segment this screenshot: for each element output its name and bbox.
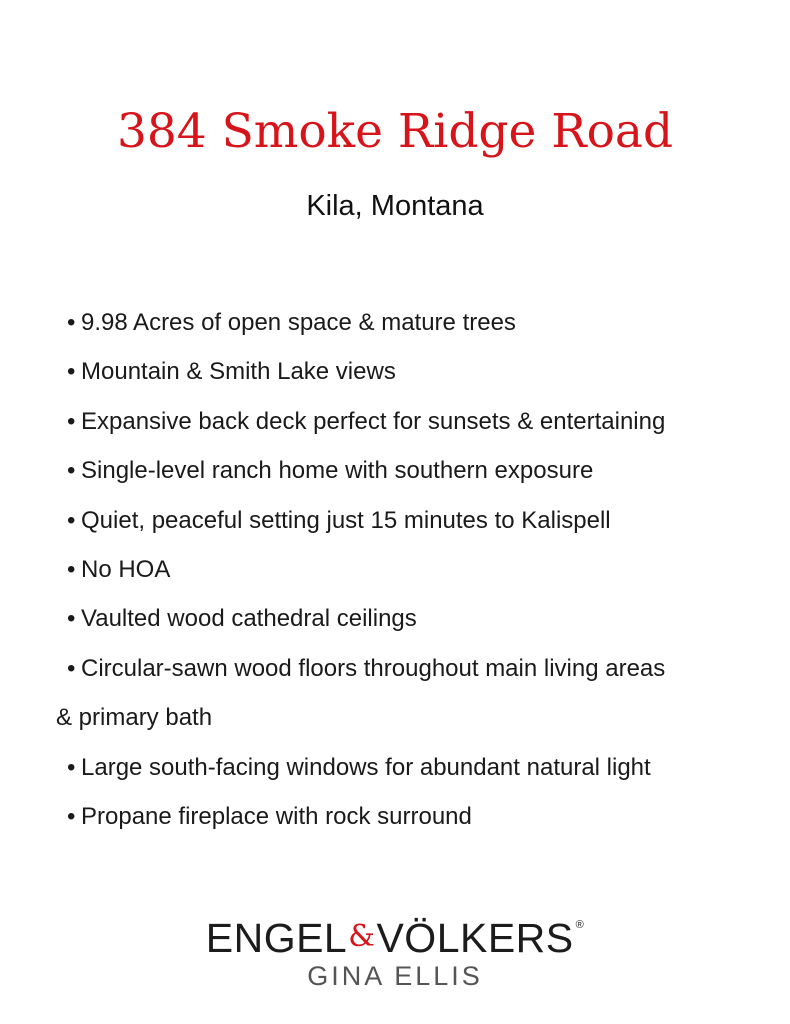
- feature-item: • Quiet, peaceful setting just 15 minutes to Kalispell: [67, 496, 767, 545]
- feature-item: • Vaulted wood cathedral ceilings: [67, 594, 767, 643]
- feature-list: [56, 298, 767, 841]
- feature-item: • Mountain & Smith Lake views: [67, 347, 767, 396]
- property-address-title: 384 Smoke Ridge Road: [116, 104, 674, 159]
- bullet-icon: •: [67, 605, 76, 633]
- bullet-icon: •: [67, 654, 76, 682]
- bullet-icon: •: [67, 803, 76, 831]
- bullet-icon: •: [67, 358, 76, 386]
- feature-item: • Large south-facing windows for abundant natural light: [67, 743, 767, 792]
- property-location: Kila, Montana: [306, 190, 484, 222]
- feature-item: • Circular-sawn wood floors throughout main living areas: [67, 644, 767, 693]
- feature-item: • Propane fireplace with rock surround: [67, 792, 767, 841]
- registered-mark: ®: [575, 919, 585, 931]
- feature-item: • Single-level ranch home with southern exposure: [67, 446, 767, 495]
- bullet-icon: •: [67, 506, 76, 534]
- brokerage-logo: ENGEL&VÖLKERS ®: [205, 915, 585, 961]
- feature-item-continuation: & primary bath: [56, 704, 213, 732]
- feature-item: • No HOA: [67, 545, 767, 594]
- bullet-icon: •: [67, 556, 76, 584]
- bullet-icon: •: [67, 457, 76, 485]
- feature-item: • Expansive back deck perfect for sunsets & entertaining: [67, 397, 767, 446]
- bullet-icon: •: [67, 407, 76, 435]
- bullet-icon: •: [67, 753, 76, 781]
- bullet-icon: •: [67, 309, 76, 336]
- feature-item: • 9.98 Acres of open space & mature trees: [67, 298, 767, 347]
- agent-name: GINA ELLIS: [307, 961, 483, 991]
